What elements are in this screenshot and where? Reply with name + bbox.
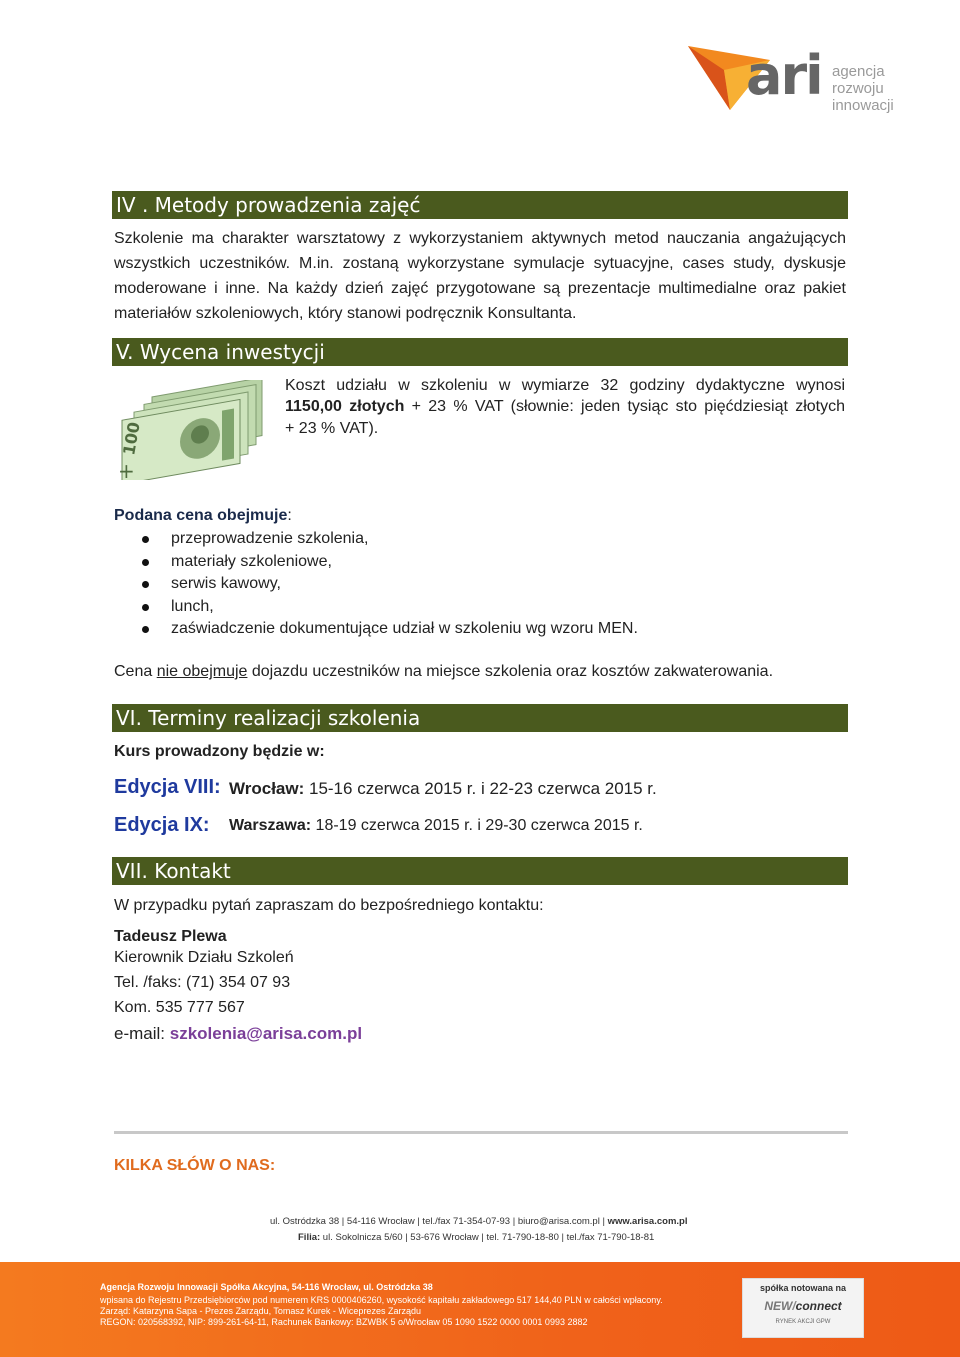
s4-line-1: Szkolenie ma charakter warsztatowy z wykorzystaniem aktywnych metod nauczania angażujących: [114, 230, 846, 247]
divider: [114, 1131, 848, 1134]
badge-logo: NEW/connect: [764, 1299, 842, 1313]
badge-bottom-text: RYNEK AKCJI GPW: [775, 1319, 831, 1325]
newconnect-badge: [742, 1278, 864, 1338]
address-line-2: Filia: ul. Sokolnicza 5/60 | 53-676 Wrocław | tel. 71-790-18-80 | tel./fax 71-790-18-81: [298, 1232, 655, 1243]
edition-ix-label: Edycja IX:: [114, 814, 210, 836]
price-rest: + 23 % VAT (słownie: jeden tysiąc sto pięćdziesiąt złotych: [404, 398, 845, 415]
section-vii-heading: VII. Kontakt: [112, 857, 848, 885]
bullet-icon: [142, 626, 149, 633]
includes-label: Podana cena obejmuje: [114, 507, 288, 524]
logo-text-2: rozwoju: [832, 80, 884, 97]
includes-label-line: [114, 507, 846, 525]
exclusions-line: Cena nie obejmuje dojazdu uczestników na miejsce szkolenia oraz kosztów zakwaterowania.: [114, 663, 774, 680]
list-item: materiały szkoleniowe,: [142, 551, 638, 574]
address-line-1: ul. Ostródzka 38 | 54-116 Wrocław | tel./fax 71-354-07-93 | biuro@arisa.com.pl | www.arisa.com.pl: [270, 1216, 688, 1227]
website-link[interactable]: www.arisa.com.pl: [607, 1216, 688, 1227]
s5-cost-line-2: [285, 398, 845, 416]
footer-line-4: REGON: 020568392, NIP: 899-261-64-11, Rachunek Bankowy: BZWBK 5 o/Wrocław 05 1090 1522 0000 0001 0993 2882: [100, 1317, 588, 1327]
s5-cost-line-3: + 23 % VAT).: [285, 420, 379, 437]
list-item: przeprowadzenie szkolenia,: [142, 528, 638, 551]
section-iv-heading: IV . Metody prowadzenia zajęć: [112, 191, 848, 219]
logo-text-1: agencja: [832, 63, 885, 80]
edition-viii-label: Edycja VIII:: [114, 776, 221, 798]
contact-email-line: e-mail: szkolenia@arisa.com.pl: [114, 1024, 363, 1043]
bullet-icon: [142, 559, 149, 566]
contact-mobile: Kom. 535 777 567: [114, 999, 245, 1016]
bullet-icon: [142, 581, 149, 588]
s5-cost-line-1: Koszt udziału w szkoleniu w wymiarze 32 godziny dydaktyczne wynosi: [285, 377, 845, 394]
banknote-denomination: 100: [119, 420, 144, 457]
bullet-icon: [142, 536, 149, 543]
logo-mark: ari: [746, 44, 822, 107]
includes-colon: :: [287, 507, 292, 524]
bullet-icon: [142, 604, 149, 611]
contact-phone: Tel. /faks: (71) 354 07 93: [114, 974, 291, 991]
footer-line-1: Agencja Rozwoju Innowacji Spółka Akcyjna, 54-116 Wrocław, ul. Ostródzka 38: [100, 1282, 433, 1292]
s4-line-3: moderowane i inne. Na każdy dzień zajęć przygotowane są prezentacje multimedialne oraz pakiet: [114, 280, 846, 297]
list-item: lunch,: [142, 596, 638, 619]
footer-line-2: wpisana do Rejestru Przedsiębiorców pod numerem KRS 0000406260, wysokość kapitału zakładowego 517 144,40 PLN w całości wpłacony.: [100, 1295, 663, 1305]
section-v-heading: V. Wycena inwestycji: [112, 338, 848, 366]
footer-line-3: Zarząd: Katarzyna Sapa - Prezes Zarządu, Tomasz Kurek - Wiceprezes Zarządu: [100, 1306, 421, 1316]
section-vi-heading: VI. Terminy realizacji szkolenia: [112, 704, 848, 732]
email-link[interactable]: szkolenia@arisa.com.pl: [169, 1024, 363, 1043]
banknotes-image: [112, 380, 272, 480]
contact-role: Kierownik Działu Szkoleń: [114, 949, 294, 966]
contact-name: Tadeusz Plewa: [114, 928, 227, 945]
includes-list: [142, 528, 638, 641]
badge-top-text: spółka notowana na: [759, 1283, 846, 1293]
price-amount: 1150,00 złotych: [285, 398, 405, 415]
s4-line-2: wszystkich uczestników. M.in. zostaną wykorzystane symulacje sytuacyjne, cases study, dyskusje: [114, 255, 846, 272]
s6-subheading: Kurs prowadzony będzie w:: [114, 743, 325, 760]
logo-text-3: innowacji: [832, 97, 894, 114]
company-logo: [684, 40, 904, 120]
edition-ix-details: Warszawa: 18-19 czerwca 2015 r. i 29-30 czerwca 2015 r.: [229, 817, 643, 834]
banknote-plus-icon: +: [118, 459, 135, 480]
contact-intro: W przypadku pytań zapraszam do bezpośredniego kontaktu:: [114, 897, 544, 914]
about-heading: KILKA SŁÓW O NAS:: [114, 1157, 276, 1174]
list-item: zaświadczenie dokumentujące udział w szkoleniu wg wzoru MEN.: [142, 618, 638, 641]
exclusions-underlined: nie obejmuje: [156, 663, 248, 680]
s4-line-4: materiałów szkoleniowych, który stanowi podręcznik Konsultanta.: [114, 305, 577, 322]
edition-viii-details: Wrocław: 15-16 czerwca 2015 r. i 22-23 czerwca 2015 r.: [229, 779, 657, 798]
list-item: serwis kawowy,: [142, 573, 638, 596]
footer-band: [0, 1262, 960, 1357]
